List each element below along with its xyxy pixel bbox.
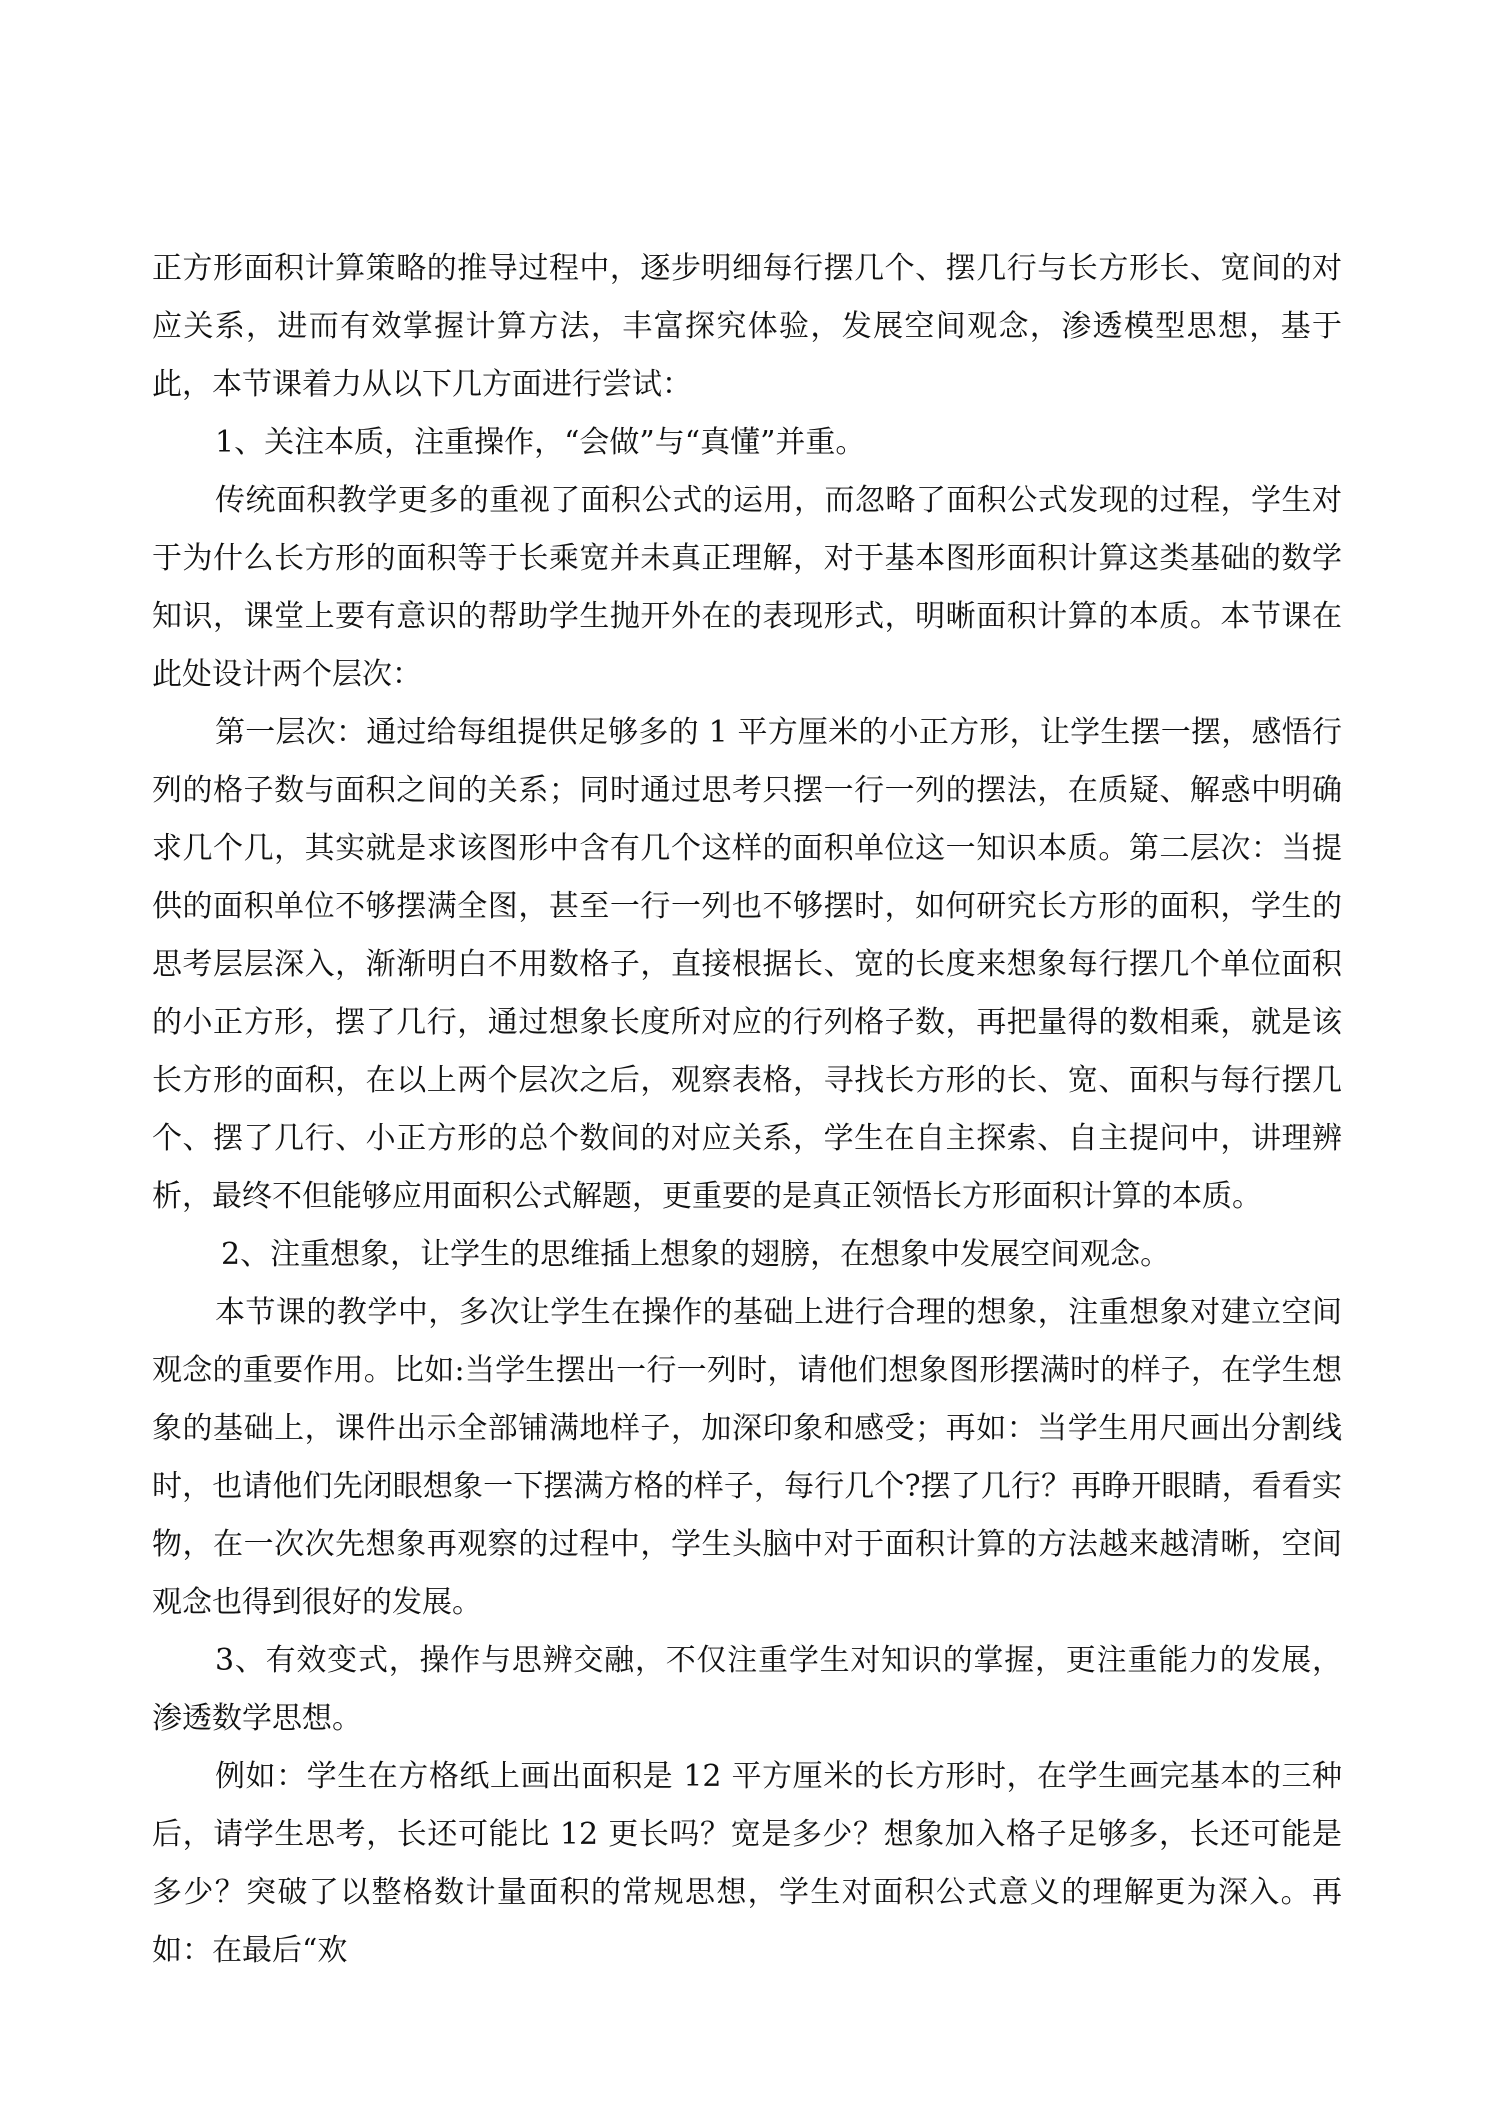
heading-point-1: 1、关注本质，注重操作，“会做”与“真懂”并重。 [215,425,866,460]
heading-point-2: 2、注重想象，让学生的思维插上想象的翅膀，在想象中发展空间观念。 [221,1237,1171,1272]
document-body [152,240,1342,1980]
paragraph-imagination: 本节课的教学中，多次让学生在操作的基础上进行合理的想象，注重想象对建立空间观念的重要作用。比如:当学生摆出一行一列时，请他们想象图形摆满时的样子，在学生想象的基础上，课件出示全部铺满地样子，加深印象和感受；再如：当学生用尺画出分割线时，也请他们先闭眼想象一下摆满方格的样子，每行几个?摆了几行？再睁开眼睛，看看实物，在一次次先想象再观察的过程中，学生头脑中对于面积计算的方法越来越清晰，空间观念也得到很好的发展。 [152,1295,1342,1620]
paragraph-example: 例如：学生在方格纸上画出面积是 12 平方厘米的长方形时，在学生画完基本的三种后，请学生思考，长还可能比 12 更长吗？宽是多少？想象加入格子足够多，长还可能是多少？突破了以整格数计量面积的常规思想，学生对面积公式意义的理解更为深入。再如：在最后“欢 [152,1759,1342,1968]
heading-point-3: 3、有效变式，操作与思辨交融，不仅注重学生对知识的掌握，更注重能力的发展，渗透数学思想。 [152,1643,1342,1736]
paragraph-traditional-teaching: 传统面积教学更多的重视了面积公式的运用，而忽略了面积公式发现的过程，学生对于为什么长方形的面积等于长乘宽并未真正理解，对于基本图形面积计算这类基础的数学知识，课堂上要有意识的帮助学生抛开外在的表现形式，明晰面积计算的本质。本节课在此处设计两个层次： [152,483,1342,692]
paragraph-two-levels: 第一层次：通过给每组提供足够多的 1 平方厘米的小正方形，让学生摆一摆，感悟行列的格子数与面积之间的关系；同时通过思考只摆一行一列的摆法，在质疑、解惑中明确求几个几，其实就是求该图形中含有几个这样的面积单位这一知识本质。第二层次：当提供的面积单位不够摆满全图，甚至一行一列也不够摆时，如何研究长方形的面积，学生的思考层层深入，渐渐明白不用数格子，直接根据长、宽的长度来想象每行摆几个单位面积的小正方形，摆了几行，通过想象长度所对应的行列格子数，再把量得的数相乘，就是该长方形的面积，在以上两个层次之后，观察表格，寻找长方形的长、宽、面积与每行摆几个、摆了几行、小正方形的总个数间的对应关系，学生在自主探索、自主提问中，讲理辨析，最终不但能够应用面积公式解题，更重要的是真正领悟长方形面积计算的本质。 [152,715,1342,1214]
paragraph-continuation: 正方形面积计算策略的推导过程中，逐步明细每行摆几个、摆几行与长方形长、宽间的对应关系，进而有效掌握计算方法，丰富探究体验，发展空间观念，渗透模型思想，基于此，本节课着力从以下几方面进行尝试： [152,251,1342,402]
